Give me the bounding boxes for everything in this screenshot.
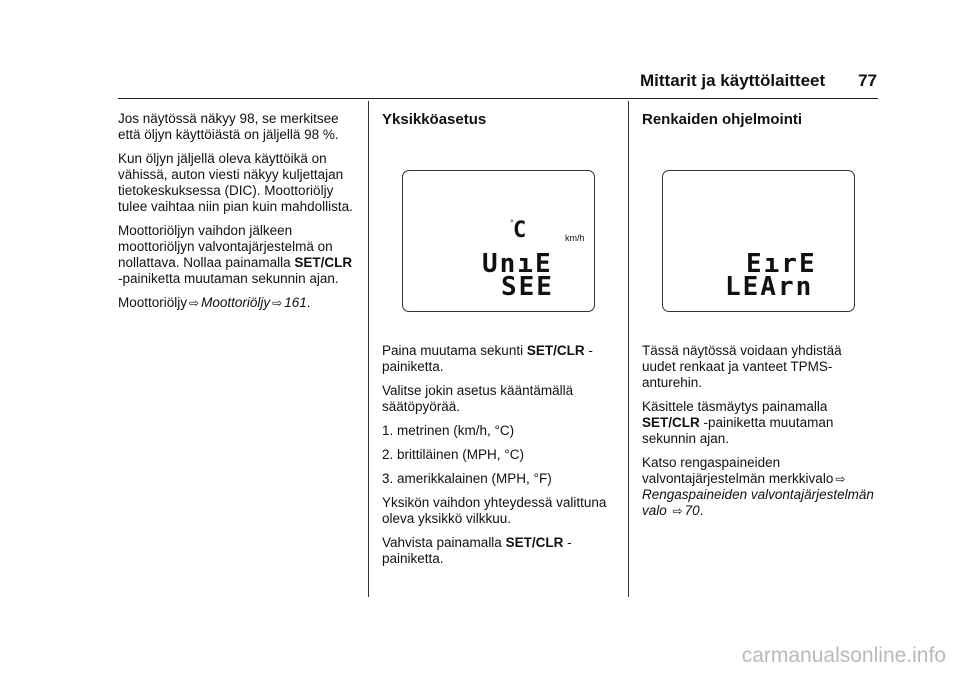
reference-page[interactable]: 70 (684, 503, 700, 518)
column-2 (382, 111, 618, 129)
celsius-unit: C (513, 218, 529, 243)
paragraph: Kun öljyn jäljellä oleva käyttöikä on vähissä, auton viesti näkyy kuljettajan tietokeskuksessa (DIC). Moottoriöljy tulee vaihtaa niin pian kuin mahdollista. (118, 151, 353, 214)
lcd-line-set: SEE (501, 272, 554, 302)
paragraph: Valitse jokin asetus kääntämällä säätöpyörää. (382, 383, 574, 414)
paragraph: Moottoriöljyn vaihdon jälkeen moottoriöljyn valvontajärjestelmä on nollattava. Nollaa painamalla SET/CLR -painiketta muutaman sekunnin ajan. (118, 223, 353, 286)
column-1 (118, 111, 358, 319)
kmh-unit: km/h (565, 233, 585, 243)
paragraph: Jos näytössä näkyy 98, se merkitsee että öljyn käyttöiästä on jäljellä 98 %. (118, 111, 339, 142)
section-title: Mittarit ja käyttölaitteet (640, 71, 826, 90)
lcd-line-learn: LEArn (725, 272, 814, 302)
column-divider-1 (368, 101, 369, 597)
cross-reference: Moottoriöljy ⇨ Moottoriöljy ⇨ 161. (118, 295, 311, 310)
lcd-line-unit: UnıE (482, 249, 553, 279)
paragraph: Yksikön vaihdon yhteydessä valittuna oleva yksikkö vilkkuu. (382, 495, 607, 526)
option-item: 1. metrinen (km/h, °C) (382, 423, 515, 438)
tire-learn-display (662, 170, 855, 312)
cross-reference: Katso rengaspaineiden valvontajärjestelmän merkkivalo ⇨Rengaspaineiden valvontajärjestelmän valo ⇨ 70. (642, 455, 874, 518)
reference-arrow-icon: ⇨ (189, 296, 200, 310)
reference-link[interactable]: Rengaspaineiden valvontajärjestelmän valo (642, 487, 874, 518)
degree-symbol: ° (510, 218, 514, 228)
watermark: carmanualsonline.info (741, 644, 946, 667)
column-divider-2 (628, 101, 629, 597)
reference-arrow-icon: ⇨ (835, 472, 846, 486)
paragraph: Käsittele täsmäytys painamalla SET/CLR -painiketta muutaman sekunnin ajan. (642, 399, 834, 446)
set-clr-label: SET/CLR (294, 255, 353, 270)
unit-setting-display (402, 170, 595, 312)
page-header (640, 71, 877, 99)
page-arrow-icon: ⇨ (672, 504, 683, 518)
set-clr-label: SET/CLR (526, 343, 585, 358)
set-clr-label: SET/CLR (642, 415, 700, 430)
paragraph: Vahvista painamalla SET/CLR -painiketta. (382, 535, 572, 566)
column-3-body (642, 343, 878, 527)
set-clr-label: SET/CLR (505, 535, 564, 550)
column-2-body (382, 343, 618, 575)
paragraph: Tässä näytössä voidaan yhdistää uudet renkaat ja vanteet TPMS-anturehin. (642, 343, 842, 390)
section-heading: Yksikköasetus (382, 111, 487, 128)
reference-page[interactable]: 161 (284, 295, 307, 310)
header-divider (118, 98, 878, 99)
section-heading: Renkaiden ohjelmointi (642, 111, 803, 128)
option-item: 2. brittiläinen (MPH, °C) (382, 447, 524, 462)
option-item: 3. amerikkalainen (MPH, °F) (382, 471, 552, 486)
page-number: 77 (858, 71, 877, 90)
reference-link[interactable]: Moottoriöljy (201, 295, 271, 310)
column-3 (642, 111, 878, 129)
paragraph: Paina muutama sekunti SET/CLR -painiketta. (382, 343, 593, 374)
page-arrow-icon: ⇨ (272, 296, 283, 310)
lcd-line-tire: EırE (746, 249, 817, 279)
